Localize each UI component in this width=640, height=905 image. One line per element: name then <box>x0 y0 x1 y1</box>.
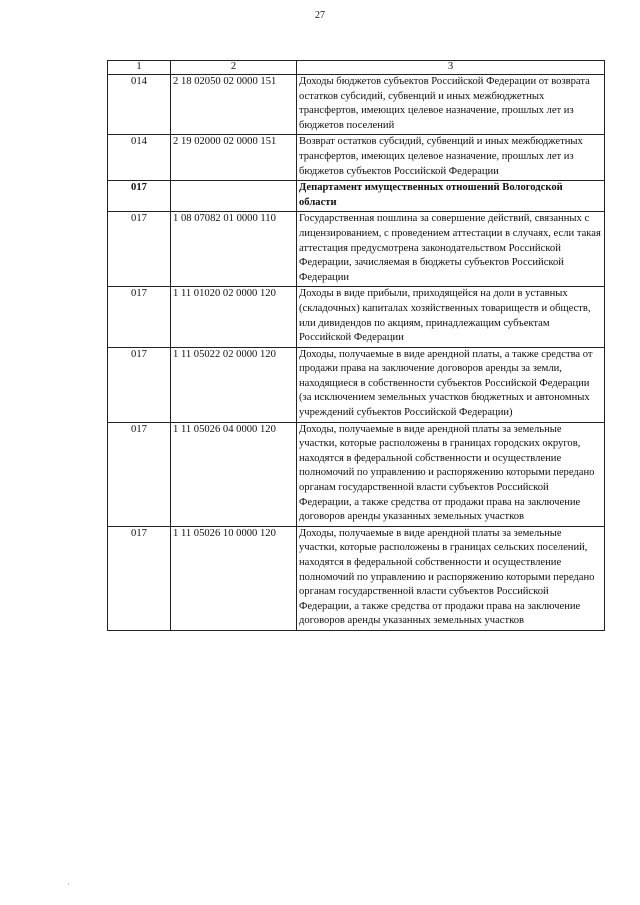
table-row <box>108 75 605 135</box>
admin-code-cell: 017 <box>108 347 171 422</box>
description-cell: Доходы бюджетов субъектов Российской Федерации от возврата остатков субсидий, субвенций и иных межбюджетных трансфертов, имеющих целевое назначение, прошлых лет из бюджетов поселений <box>297 75 605 135</box>
description-cell: Доходы, получаемые в виде арендной платы за земельные участки, которые расположены в границах сельских поселений, находятся в федеральной собственности и осуществление полномочий по управлению и распоряжению которыми передано органам государственной власти субъектов Российской Федерации, а также средства от продажи права на заключение договоров аренды указанных земельных участков <box>297 526 605 630</box>
description-cell: Доходы, получаемые в виде арендной платы за земельные участки, которые расположены в границах городских округов, находятся в федеральной собственности и осуществление полномочий по управлению и распоряжению которыми передано органам государственной власти субъектов Российской Федерации, а также средства от продажи права на заключение договоров аренды указанных земельных участков <box>297 422 605 526</box>
admin-code-cell: 017 <box>108 526 171 630</box>
table-row-department-heading <box>108 181 605 212</box>
admin-code-cell: 014 <box>108 135 171 181</box>
table-row <box>108 135 605 181</box>
department-name-cell: Департамент имущественных отношений Вологодской области <box>297 181 605 212</box>
admin-code-cell: 017 <box>108 422 171 526</box>
table-header-row <box>108 61 605 75</box>
kbk-code-cell <box>171 181 297 212</box>
admin-code-cell: 017 <box>108 181 171 212</box>
scan-speck: · <box>67 880 70 889</box>
kbk-code-cell: 1 08 07082 01 0000 110 <box>171 212 297 287</box>
description-cell: Доходы, получаемые в виде арендной платы, а также средства от продажи права на заключение договоров аренды за земли, находящиеся в собственности субъектов Российской Федерации (за исключением земельных участков бюджетных и автономных учреждений субъектов Российской Федерации) <box>297 347 605 422</box>
kbk-code-cell: 2 19 02000 02 0000 151 <box>171 135 297 181</box>
description-cell: Возврат остатков субсидий, субвенций и иных межбюджетных трансфертов, имеющих целевое назначение, прошлых лет из бюджетов субъектов Российской Федерации <box>297 135 605 181</box>
admin-code-cell: 017 <box>108 287 171 347</box>
table-row <box>108 212 605 287</box>
table-row <box>108 526 605 630</box>
column-header-2: 2 <box>171 61 297 75</box>
admin-code-cell: 017 <box>108 212 171 287</box>
description-cell: Доходы в виде прибыли, приходящейся на доли в уставных (складочных) капиталах хозяйственных товариществ и обществ, или дивидендов по акциям, принадлежащим субъектам Российской Федерации <box>297 287 605 347</box>
admin-code-cell: 014 <box>108 75 171 135</box>
revenue-codes-table <box>107 60 605 631</box>
kbk-code-cell: 1 11 05026 10 0000 120 <box>171 526 297 630</box>
column-header-1: 1 <box>108 61 171 75</box>
kbk-code-cell: 1 11 05026 04 0000 120 <box>171 422 297 526</box>
table-row <box>108 422 605 526</box>
kbk-code-cell: 1 11 01020 02 0000 120 <box>171 287 297 347</box>
kbk-code-cell: 2 18 02050 02 0000 151 <box>171 75 297 135</box>
page-number: 27 <box>315 10 325 21</box>
table-row <box>108 287 605 347</box>
column-header-3: 3 <box>297 61 605 75</box>
description-cell: Государственная пошлина за совершение действий, связанных с лицензированием, с проведением аттестации в случаях, если такая аттестация предусмотрена законодательством Российской Федерации, зачисляемая в бюджеты субъектов Российской Федерации <box>297 212 605 287</box>
kbk-code-cell: 1 11 05022 02 0000 120 <box>171 347 297 422</box>
table-row <box>108 347 605 422</box>
